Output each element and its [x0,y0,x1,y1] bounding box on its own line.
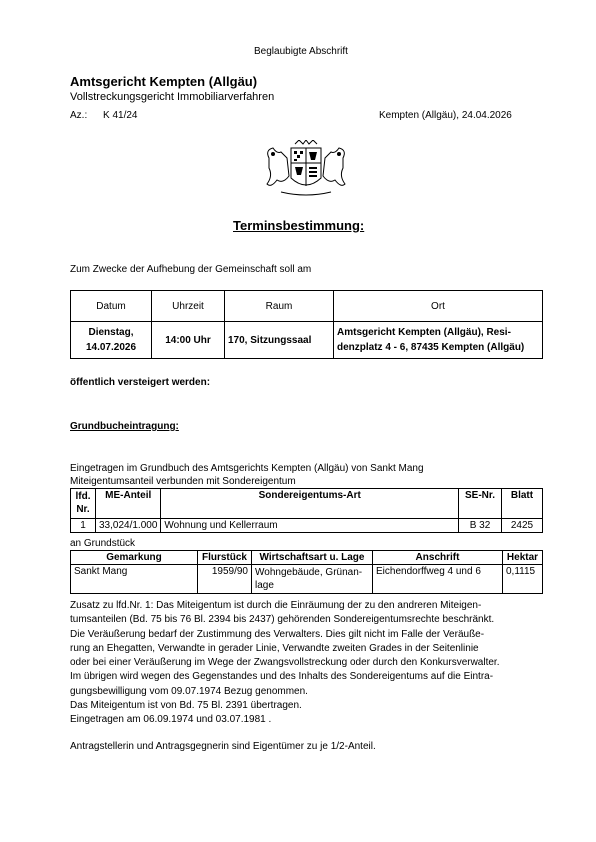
unit-se: B 32 [459,519,502,533]
section-title: Grundbucheintragung: [70,421,179,432]
appointment-place [334,322,543,359]
appointment-weekday: Dienstag, [88,327,134,338]
appointment-date [71,322,152,359]
note-line: oder bei einer Veräußerung im Wege der Zwangsvollstreckung oder durch den Konkursverwalter. [70,657,500,669]
header-time: Uhrzeit [152,291,225,322]
plot-header-district: Gemarkung [71,551,198,565]
appointment-place-line1: Amtsgericht Kempten (Allgäu), Resi- [337,327,511,338]
note-line: Die Veräußerung bedarf der Zustimmung des Verwalters. Dies gilt nicht im Falle der Veräuße- [70,628,485,640]
plot-header-use: Wirtschaftsart u. Lage [252,551,373,565]
header-place: Ort [334,291,543,322]
intro-text: Zum Zwecke der Aufhebung der Gemeinschaft soll am [70,264,312,275]
registry-line-2: Miteigentumsanteil verbunden mit Sondereigentum [70,476,296,487]
unit-header-type: Sondereigentums-Art [161,489,459,519]
plot-header-area: Hektar [503,551,543,565]
unit-type: Wohnung und Kellerraum [161,519,459,533]
auction-text: öffentlich versteigert werden: [70,377,211,388]
note-line: tumsanteilen (Bd. 75 bis 76 Bl. 2394 bis 2437) gehörenden Sondereigentumsrechte beschränkt. [70,614,495,626]
plot-header-address: Anschrift [373,551,503,565]
file-number-label: Az.: [70,110,88,121]
unit-header-nr-line1: lfd. [75,491,91,502]
appointment-room: 170, Sitzungssaal [225,322,334,359]
document-title: Terminsbestimmung: [233,218,365,233]
appointment-table [70,290,543,359]
note-line: rung an Ehegatten, Verwandte in gerader Linie, Verwandte zweiten Grades in der Seitenlinie [70,642,479,654]
unit-header-sheet: Blatt [502,489,543,519]
plot-table [70,550,543,594]
note-line: Das Miteigentum ist von Bd. 75 Bl. 2391 übertragen. [70,700,302,712]
header-room: Raum [225,291,334,322]
plot-use-line2: lage [255,580,274,591]
plot-district: Sankt Mang [71,565,198,594]
unit-header-nr [71,489,96,519]
place-date: Kempten (Allgäu), 24.04.2026 [379,110,512,121]
registry-notes [70,599,550,728]
coat-of-arms-emblem [261,140,351,200]
unit-table [70,488,543,533]
unit-header-nr-line2: Nr. [76,504,90,515]
appointment-place-line2: denzplatz 4 - 6, 87435 Kempten (Allgäu) [337,342,525,353]
file-number: K 41/24 [103,110,138,121]
plot-use [252,565,373,594]
appointment-time: 14:00 Uhr [152,322,225,359]
certified-copy-label: Beglaubigte Abschrift [254,46,348,57]
court-name: Amtsgericht Kempten (Allgäu) [70,74,258,89]
note-line: Eingetragen am 06.09.1974 und 03.07.1981 . [70,714,272,726]
unit-sheet: 2425 [502,519,543,533]
unit-share: 33,024/1.000 [96,519,161,533]
plot-label: an Grundstück [70,538,136,549]
header-date: Datum [71,291,152,322]
plot-area: 0,1115 [503,565,543,594]
note-line: Zusatz zu lfd.Nr. 1: Das Miteigentum ist durch die Einräumung der zu den andreren Miteigen- [70,600,482,611]
plot-parcel: 1959/90 [198,565,252,594]
plot-use-line1: Wohngebäude, Grünan- [255,567,363,578]
plot-header-parcel: Flurstück [198,551,252,565]
unit-header-share: ME-Anteil [96,489,161,519]
registry-line-1: Eingetragen im Grundbuch des Amtsgerichts Kempten (Allgäu) von Sankt Mang [70,463,424,474]
appointment-date-value: 14.07.2026 [85,342,137,353]
note-line: gungsbewilligung vom 09.07.1974 Bezug genommen. [70,685,308,697]
note-line: Im übrigen wird wegen des Gegenstandes und des Inhalts des Sondereigentums auf die Eintra- [70,671,494,683]
unit-nr: 1 [71,519,96,533]
owners-text: Antragstellerin und Antragsgegnerin sind Eigentümer zu je 1/2-Anteil. [70,741,376,752]
court-department: Vollstreckungsgericht Immobiliarverfahren [70,91,275,103]
plot-address: Eichendorffweg 4 und 6 [373,565,503,594]
unit-header-se: SE-Nr. [459,489,502,519]
